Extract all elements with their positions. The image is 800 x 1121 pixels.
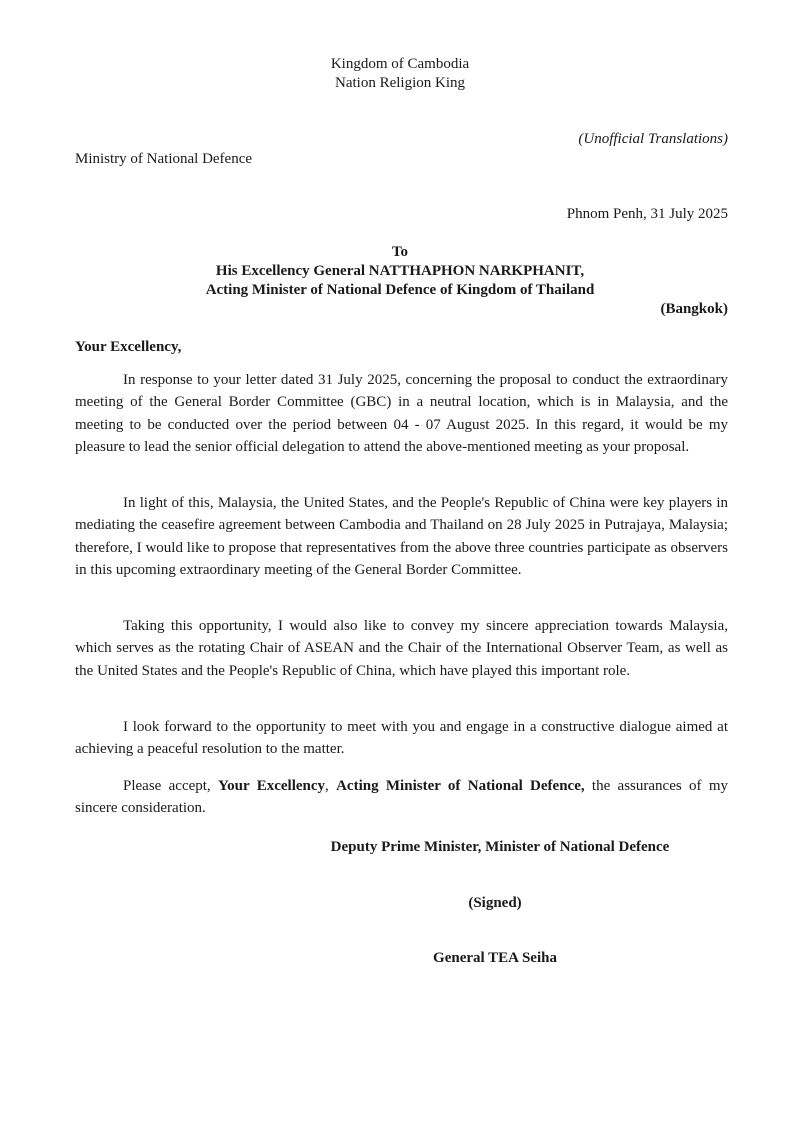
recipient-name: His Excellency General NATTHAPHON NARKPHANIT,	[215, 263, 585, 279]
country-name: Kingdom of Cambodia	[330, 56, 470, 72]
closing-title: Acting Minister of National Defence,	[336, 778, 585, 794]
signed-note: (Signed)	[468, 895, 522, 911]
closing-address: Your Excellency	[218, 778, 326, 794]
recipient-title: Acting Minister of National Defence of Kingdom of Thailand	[205, 282, 595, 298]
body-paragraph-4: I look forward to the opportunity to meet with you and engage in a constructive dialogue aimed at achieving a peaceful resolution to the matter.	[75, 719, 728, 758]
body-paragraph-1: In response to your letter dated 31 July 2025, concerning the proposal to conduct the extraordinary meeting of the General Border Committee (GBC) in a neutral location, which is in Malaysia, and the meeting to be conducted over the period between 04 - 07 August 2025. In this regard, it would be my pleasure to lead the senior official delegation to attend the above-mentioned meeting as your proposal.	[75, 372, 728, 456]
salutation: Your Excellency,	[75, 339, 182, 355]
national-motto: Nation Religion King	[335, 75, 465, 91]
closing-comma: ,	[325, 778, 337, 794]
place-and-date: Phnom Penh, 31 July 2025	[566, 206, 728, 222]
recipient-to: To	[391, 244, 409, 260]
signatory-position: Deputy Prime Minister, Minister of National Defence	[330, 839, 670, 855]
ministry-name: Ministry of National Defence	[75, 151, 253, 167]
recipient-city: (Bangkok)	[660, 301, 728, 317]
body-paragraph-3: Taking this opportunity, I would also like to convey my sincere appreciation towards Malaysia, which serves as the rotating Chair of ASEAN and the Chair of the International Observer Team, as well as the United States and the People's Republic of China, which have played this important role.	[75, 618, 728, 679]
closing-suffix: the assurances of my sincere consideration.	[75, 778, 728, 817]
translation-note: (Unofficial Translations)	[578, 131, 728, 147]
body-paragraph-2: In light of this, Malaysia, the United States, and the People's Republic of China were key players in mediating the ceasefire agreement between Cambodia and Thailand on 28 July 2025 in Putrajaya, Malaysia; therefore, I would like to propose that representatives from the above three countries participate as observers in this upcoming extraordinary meeting of the General Border Committee.	[75, 495, 728, 579]
closing-prefix: Please accept,	[123, 778, 218, 794]
signatory-name: General TEA Seiha	[433, 950, 557, 966]
closing-paragraph	[75, 775, 728, 820]
